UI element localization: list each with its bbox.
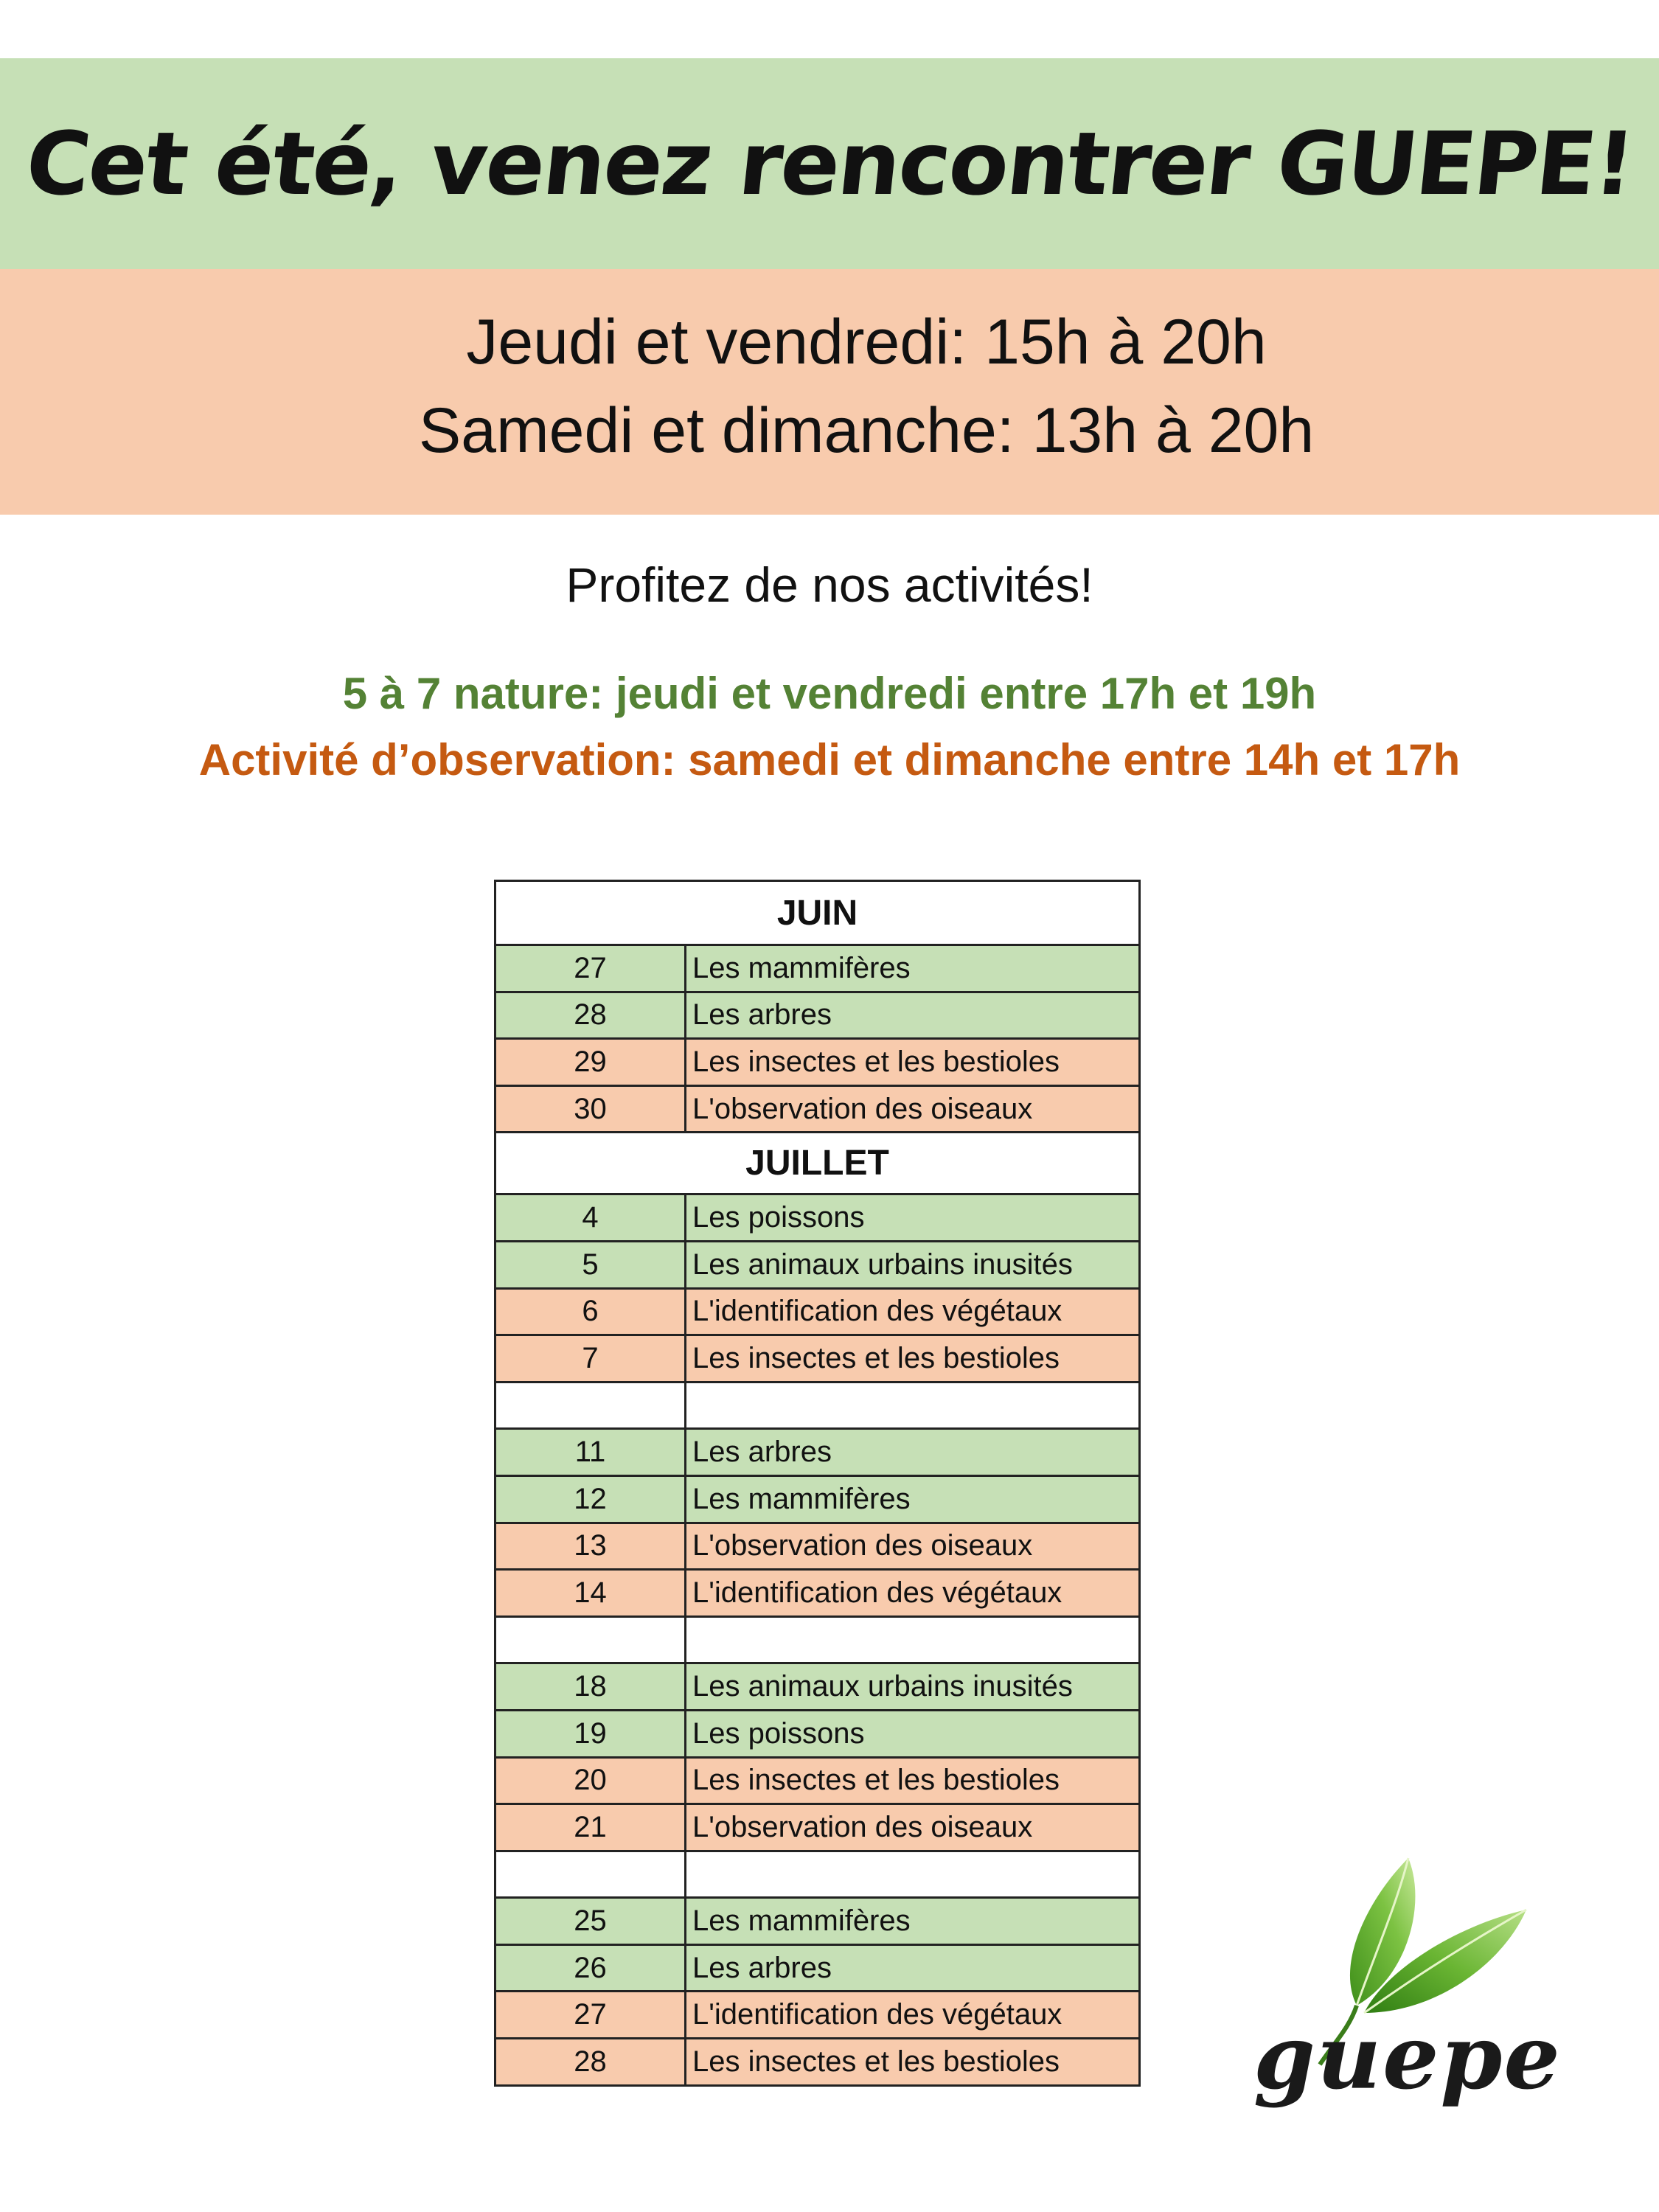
table-row bbox=[496, 1522, 1138, 1569]
table-row bbox=[496, 944, 1138, 991]
day-cell: 12 bbox=[496, 1477, 686, 1522]
day-cell: 19 bbox=[496, 1711, 686, 1756]
activity-cell: L'observation des oiseaux bbox=[692, 1529, 1033, 1562]
activity-cell: Les poissons bbox=[692, 1717, 865, 1750]
activity-cell bbox=[686, 1852, 1138, 1897]
page-title: Cet été, venez rencontrer GUEPE! bbox=[21, 113, 1638, 215]
activity-cell: L'observation des oiseaux bbox=[692, 1810, 1033, 1843]
day-cell: 30 bbox=[496, 1087, 686, 1132]
day-cell: 18 bbox=[496, 1664, 686, 1709]
nature-activity-text: 5 à 7 nature: jeudi et vendredi entre 17h et 19h bbox=[342, 669, 1317, 718]
activity-cell: Les animaux urbains inusités bbox=[692, 1248, 1073, 1281]
table-row bbox=[496, 1240, 1138, 1287]
day-cell: 29 bbox=[496, 1040, 686, 1085]
table-row bbox=[496, 991, 1138, 1038]
month-header-juin: JUIN bbox=[496, 882, 1138, 944]
month-header-juillet: JUILLET bbox=[496, 1131, 1138, 1193]
activity-cell: L'observation des oiseaux bbox=[692, 1092, 1033, 1125]
day-cell bbox=[496, 1852, 686, 1897]
activity-cell bbox=[686, 1618, 1138, 1663]
activity-cell: Les insectes et les bestioles bbox=[692, 2045, 1060, 2078]
day-cell: 26 bbox=[496, 1946, 686, 1991]
table-row bbox=[496, 1287, 1138, 1335]
activity-cell: L'identification des végétaux bbox=[692, 1998, 1062, 2031]
activity-cell: Les insectes et les bestioles bbox=[692, 1764, 1060, 1797]
activity-cell bbox=[686, 1383, 1138, 1428]
table-row bbox=[496, 1756, 1138, 1804]
day-cell: 28 bbox=[496, 993, 686, 1038]
table-row bbox=[496, 1709, 1138, 1756]
activity-cell: Les arbres bbox=[692, 1436, 832, 1469]
day-cell: 14 bbox=[496, 1571, 686, 1615]
title-banner bbox=[0, 58, 1659, 269]
day-cell: 20 bbox=[496, 1759, 686, 1804]
day-cell: 6 bbox=[496, 1290, 686, 1335]
activity-cell: Les mammifères bbox=[692, 1482, 911, 1515]
day-cell: 7 bbox=[496, 1336, 686, 1381]
activity-cell: L'identification des végétaux bbox=[692, 1576, 1062, 1609]
day-cell: 21 bbox=[496, 1805, 686, 1850]
activity-cell: Les arbres bbox=[692, 998, 832, 1032]
intro-text: Profitez de nos activités! bbox=[566, 557, 1093, 612]
guepe-logo: guepe bbox=[1253, 2006, 1562, 2110]
table-row bbox=[496, 1896, 1138, 1944]
table-row bbox=[496, 1427, 1138, 1475]
spacer-row bbox=[496, 1850, 1138, 1897]
day-cell: 25 bbox=[496, 1899, 686, 1944]
table-row bbox=[496, 2037, 1138, 2084]
day-cell: 27 bbox=[496, 946, 686, 991]
day-cell: 28 bbox=[496, 2039, 686, 2084]
table-row bbox=[496, 1662, 1138, 1709]
hours-weekday: Jeudi et vendredi: 15h à 20h bbox=[466, 307, 1267, 378]
table-row bbox=[496, 1334, 1138, 1381]
day-cell: 13 bbox=[496, 1524, 686, 1569]
spacer-row bbox=[496, 1381, 1138, 1428]
table-row bbox=[496, 1803, 1138, 1850]
day-cell: 27 bbox=[496, 1992, 686, 2037]
table-row bbox=[496, 1475, 1138, 1522]
table-row bbox=[496, 1085, 1138, 1132]
observation-activity-text: Activité d’observation: samedi et dimanche entre 14h et 17h bbox=[198, 735, 1461, 785]
table-row bbox=[496, 1037, 1138, 1085]
schedule-table bbox=[494, 880, 1141, 2087]
activity-cell: Les arbres bbox=[692, 1951, 832, 1984]
table-row bbox=[496, 1568, 1138, 1615]
table-row bbox=[496, 1990, 1138, 2037]
activity-cell: Les mammifères bbox=[692, 1905, 911, 1938]
activity-cell: Les mammifères bbox=[692, 951, 911, 984]
activity-cell: Les insectes et les bestioles bbox=[692, 1341, 1060, 1374]
day-cell: 4 bbox=[496, 1195, 686, 1240]
table-row bbox=[496, 1193, 1138, 1240]
table-row bbox=[496, 1944, 1138, 1991]
hours-weekend: Samedi et dimanche: 13h à 20h bbox=[418, 395, 1315, 466]
day-cell bbox=[496, 1383, 686, 1428]
day-cell bbox=[496, 1618, 686, 1663]
spacer-row bbox=[496, 1615, 1138, 1663]
activity-cell: Les insectes et les bestioles bbox=[692, 1045, 1060, 1078]
activity-cell: L'identification des végétaux bbox=[692, 1295, 1062, 1328]
activity-cell: Les animaux urbains inusités bbox=[692, 1670, 1073, 1703]
day-cell: 11 bbox=[496, 1430, 686, 1475]
day-cell: 5 bbox=[496, 1242, 686, 1287]
activity-cell: Les poissons bbox=[692, 1201, 865, 1234]
